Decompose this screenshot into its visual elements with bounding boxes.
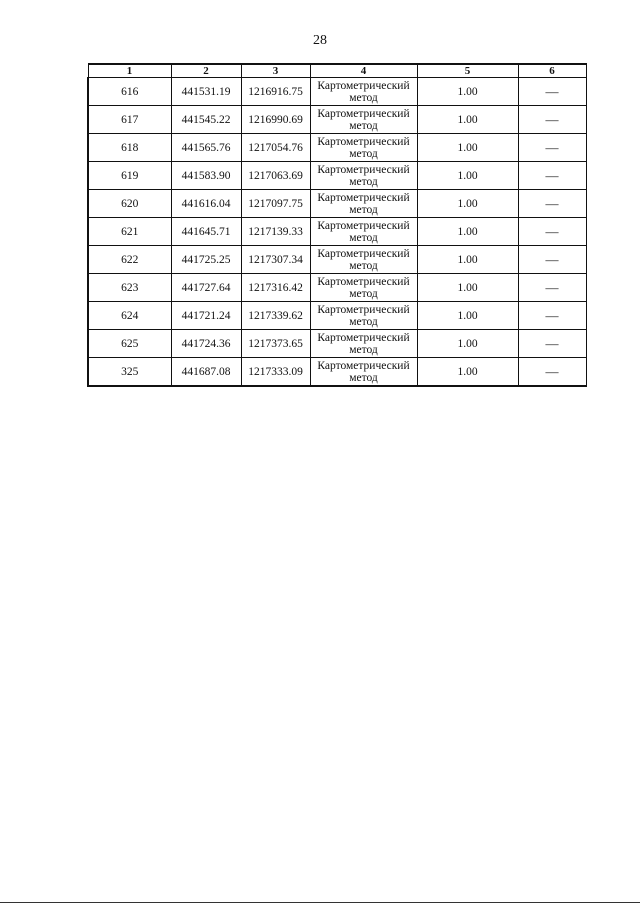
description-cell: —	[518, 330, 586, 358]
method-line-2: метод	[349, 231, 378, 244]
accuracy-cell: 1.00	[417, 106, 518, 134]
x-coordinate-cell: 441721.24	[171, 302, 241, 330]
column-header: 3	[241, 64, 310, 78]
x-coordinate-cell: 441545.22	[171, 106, 241, 134]
column-header: 1	[88, 64, 171, 78]
method-cell	[310, 274, 417, 302]
method-line-1: Картометрический	[317, 359, 410, 372]
method-cell	[310, 218, 417, 246]
method-line-1: Картометрический	[317, 247, 410, 260]
method-line-2: метод	[349, 259, 378, 272]
method-cell	[310, 190, 417, 218]
table-row	[88, 302, 586, 330]
table-row	[88, 106, 586, 134]
method-line-2: метод	[349, 147, 378, 160]
method-cell	[310, 246, 417, 274]
table-row	[88, 274, 586, 302]
method-line-2: метод	[349, 371, 378, 384]
y-coordinate-cell: 1217097.75	[241, 190, 310, 218]
method-line-1: Картометрический	[317, 107, 410, 120]
table-row	[88, 78, 586, 106]
description-cell: —	[518, 106, 586, 134]
y-coordinate-cell: 1217139.33	[241, 218, 310, 246]
x-coordinate-cell: 441583.90	[171, 162, 241, 190]
point-number-cell: 621	[88, 218, 171, 246]
method-line-1: Картометрический	[317, 79, 410, 92]
accuracy-cell: 1.00	[417, 358, 518, 387]
description-cell: —	[518, 218, 586, 246]
accuracy-cell: 1.00	[417, 330, 518, 358]
x-coordinate-cell: 441565.76	[171, 134, 241, 162]
y-coordinate-cell: 1217307.34	[241, 246, 310, 274]
page-bottom-border	[0, 902, 640, 903]
table-row	[88, 134, 586, 162]
method-cell	[310, 106, 417, 134]
method-line-1: Картометрический	[317, 331, 410, 344]
accuracy-cell: 1.00	[417, 162, 518, 190]
column-header: 5	[417, 64, 518, 78]
method-line-2: метод	[349, 287, 378, 300]
accuracy-cell: 1.00	[417, 274, 518, 302]
description-cell: —	[518, 134, 586, 162]
x-coordinate-cell: 441645.71	[171, 218, 241, 246]
accuracy-cell: 1.00	[417, 78, 518, 106]
y-coordinate-cell: 1217373.65	[241, 330, 310, 358]
point-number-cell: 625	[88, 330, 171, 358]
method-cell	[310, 358, 417, 387]
method-cell	[310, 78, 417, 106]
y-coordinate-cell: 1217063.69	[241, 162, 310, 190]
accuracy-cell: 1.00	[417, 246, 518, 274]
column-header: 2	[171, 64, 241, 78]
table-row	[88, 162, 586, 190]
accuracy-cell: 1.00	[417, 190, 518, 218]
table-row	[88, 218, 586, 246]
method-cell	[310, 302, 417, 330]
table-row	[88, 358, 586, 387]
point-number-cell: 617	[88, 106, 171, 134]
method-line-1: Картометрический	[317, 303, 410, 316]
method-cell	[310, 134, 417, 162]
y-coordinate-cell: 1217339.62	[241, 302, 310, 330]
accuracy-cell: 1.00	[417, 134, 518, 162]
y-coordinate-cell: 1217316.42	[241, 274, 310, 302]
method-line-2: метод	[349, 175, 378, 188]
method-cell	[310, 330, 417, 358]
description-cell: —	[518, 302, 586, 330]
method-line-1: Картометрический	[317, 191, 410, 204]
table-row	[88, 330, 586, 358]
column-header: 4	[310, 64, 417, 78]
coordinates-table-container	[87, 63, 585, 387]
description-cell: —	[518, 358, 586, 387]
method-line-2: метод	[349, 91, 378, 104]
method-line-2: метод	[349, 119, 378, 132]
accuracy-cell: 1.00	[417, 218, 518, 246]
page-number: 28	[313, 33, 327, 48]
method-line-1: Картометрический	[317, 219, 410, 232]
y-coordinate-cell: 1217054.76	[241, 134, 310, 162]
description-cell: —	[518, 274, 586, 302]
point-number-cell: 623	[88, 274, 171, 302]
y-coordinate-cell: 1216916.75	[241, 78, 310, 106]
method-line-2: метод	[349, 343, 378, 356]
description-cell: —	[518, 162, 586, 190]
x-coordinate-cell: 441724.36	[171, 330, 241, 358]
point-number-cell: 622	[88, 246, 171, 274]
method-line-1: Картометрический	[317, 275, 410, 288]
column-header: 6	[518, 64, 586, 78]
method-cell	[310, 162, 417, 190]
point-number-cell: 624	[88, 302, 171, 330]
point-number-cell: 325	[88, 358, 171, 387]
point-number-cell: 619	[88, 162, 171, 190]
table-header-row	[88, 64, 586, 78]
method-line-1: Картометрический	[317, 163, 410, 176]
table-row	[88, 190, 586, 218]
table-row	[88, 246, 586, 274]
method-line-2: метод	[349, 203, 378, 216]
accuracy-cell: 1.00	[417, 302, 518, 330]
description-cell: —	[518, 190, 586, 218]
method-line-2: метод	[349, 315, 378, 328]
x-coordinate-cell: 441531.19	[171, 78, 241, 106]
x-coordinate-cell: 441616.04	[171, 190, 241, 218]
point-number-cell: 616	[88, 78, 171, 106]
x-coordinate-cell: 441727.64	[171, 274, 241, 302]
point-number-cell: 618	[88, 134, 171, 162]
table-body	[88, 78, 586, 387]
y-coordinate-cell: 1216990.69	[241, 106, 310, 134]
method-line-1: Картометрический	[317, 135, 410, 148]
description-cell: —	[518, 246, 586, 274]
x-coordinate-cell: 441687.08	[171, 358, 241, 387]
point-number-cell: 620	[88, 190, 171, 218]
y-coordinate-cell: 1217333.09	[241, 358, 310, 387]
coordinates-table	[87, 63, 587, 387]
x-coordinate-cell: 441725.25	[171, 246, 241, 274]
description-cell: —	[518, 78, 586, 106]
